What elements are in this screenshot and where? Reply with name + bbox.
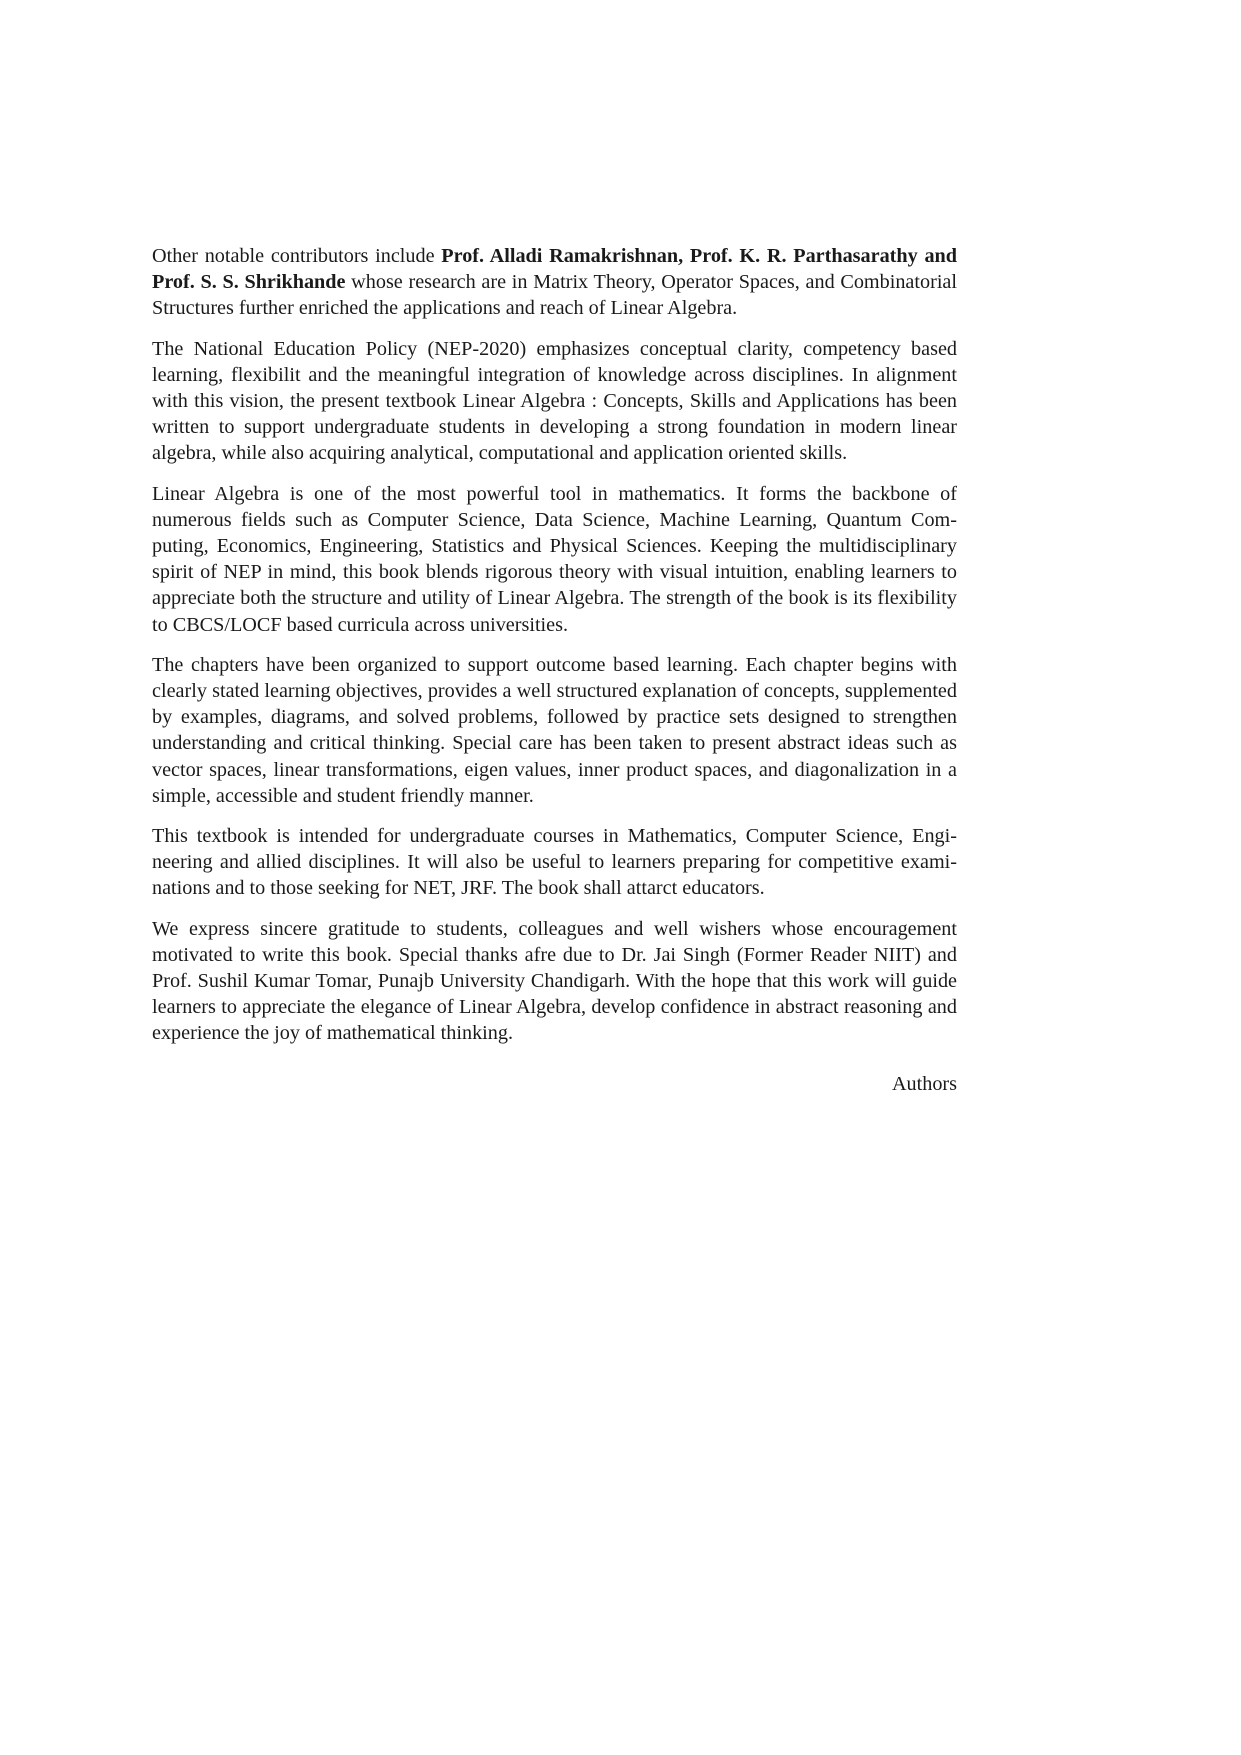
paragraph-intended-audience — [152, 823, 957, 902]
paragraph-acknowledgements — [152, 916, 957, 1047]
signature-authors: Authors — [891, 1072, 957, 1095]
paragraph-nep — [152, 336, 957, 467]
paragraph-text: This textbook is intended for undergraduate courses in Mathematics, Computer Science, Engineering and allied disciplines. It will also be useful to learners preparing for competitive examinations and to those seeking for NET, JRF. The book shall attarct educators. — [152, 825, 957, 900]
paragraph-contributors — [152, 243, 957, 322]
paragraph-text: The chapters have been organized to support outcome based learning. Each chapter begins with clearly stated learning objectives, provides a well structured explanation of concepts, supplemented by examples, diagrams, and solved problems, followed by practice sets designed to strengthen understanding and critical thinking. Special care has been taken to present abstract ideas such as vector spaces, linear transformations, eigen values, inner product spaces, and diagonalization in a simple, accessible and student friendly manner. — [152, 653, 957, 807]
paragraph-text: whose research are in Matrix Theory, Operator Spaces, and Combinatorial Structures further enriched the applications and reach of Linear Algebra. — [152, 271, 957, 320]
paragraph-chapter-organization — [152, 652, 957, 809]
paragraph-text: The National Education Policy (NEP-2020) emphasizes conceptual clarity, competency based learning, flexibilit and the meaningful integration of knowledge across disciplines. In alignment with this vision, the present textbook Linear Algebra : Concepts, Skills and Applications has been written to support undergraduate students in developing a strong foundation in modern linear algebra, while also acquiring analytical, computational and application oriented skills. — [152, 337, 957, 465]
paragraph-text: Other notable contributors include — [152, 245, 442, 267]
paragraph-text: We express sincere gratitude to students, colleagues and well wishers whose encouragement motivated to write this book. Special thanks afre due to Dr. Jai Singh (Former Reader NIIT) and Prof. Sushil Kumar Tomar, Punajb University Chandigarh. With the hope that this work will guide learners to appreciate the elegance of Linear Algebra, develop confidence in abstract reasoning and experience the joy of mathematical thinking. — [152, 917, 957, 1045]
paragraph-linear-algebra-importance — [152, 481, 957, 638]
contributor-names: Prof. Alladi Ramakrishnan, Prof. K. R. Parthasarathy and Prof. S. S. Shrikhande — [152, 245, 957, 294]
paragraph-text: Linear Algebra is one of the most powerful tool in mathematics. It forms the backbone of numerous fields such as Computer Science, Data Science, Machine Learning, Quantum Computing, Economics, Engineering, Statistics and Physical Sciences. Keeping the multidisciplinary spirit of NEP in mind, this book blends rigorous theory with visual intuition, enabling learners to appreciate both the structure and utility of Linear Algebra. The strength of the book is its flexibility to CBCS/LOCF based curricula across universities. — [152, 482, 957, 636]
preface-body — [152, 243, 957, 1097]
